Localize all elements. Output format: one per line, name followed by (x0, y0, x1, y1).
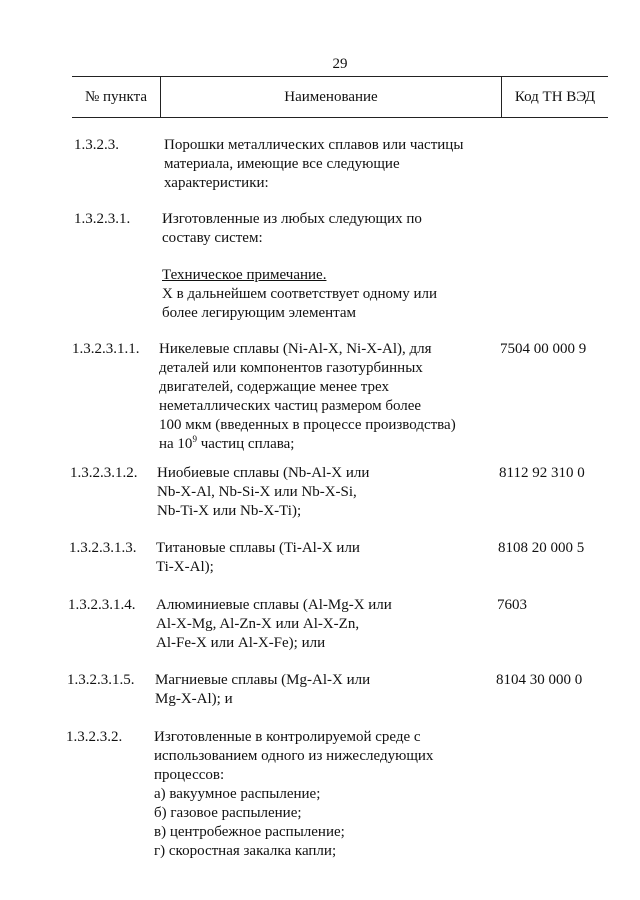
item-name (164, 136, 494, 193)
note-line: X в дальнейшем соответствует одному или (162, 286, 438, 302)
item-name-line: Nb-Ti-X или Nb-X-Ti); (157, 503, 302, 519)
tnved-code: 7504 00 000 9 (500, 341, 587, 357)
note-body (162, 266, 492, 323)
item-name-line: Nb-X-Al, Nb-Si-X или Nb-X-Si, (157, 484, 357, 500)
item-name-line: материала, имеющие все следующие (164, 156, 400, 172)
item-name (157, 464, 487, 521)
header-tnved-code: Код ТН ВЭД (514, 89, 596, 105)
item-number: 1.3.2.3.2. (66, 729, 123, 745)
item-name-line: деталей или компонентов газотурбинных (159, 360, 423, 376)
item-number: 1.3.2.3.1.5. (67, 672, 135, 688)
note-line: более легирующим элементам (162, 305, 357, 321)
tnved-code: 8108 20 000 5 (498, 540, 585, 556)
item-name (154, 728, 484, 861)
item-name-line: характеристики: (164, 175, 269, 191)
item-name-line: Mg-X-Al); и (155, 691, 233, 707)
item-name-line: г) скоростная закалка капли; (154, 843, 337, 859)
item-name-line: процессов: (154, 767, 225, 783)
item-name (156, 596, 486, 653)
item-name-line: Ti-X-Al); (156, 559, 214, 575)
header-item-number: № пункта (72, 77, 161, 117)
item-name-line: 100 мкм (введенных в процессе производства) (159, 417, 456, 433)
item-name-line: Ниобиевые сплавы (Nb-Al-X или (157, 465, 370, 481)
item-name (159, 340, 489, 454)
item-name-line: Al-X-Mg, Al-Zn-X или Al-X-Zn, (156, 616, 360, 632)
table-header (72, 76, 608, 118)
item-name-line (159, 435, 489, 454)
item-number: 1.3.2.3.1. (74, 211, 131, 227)
tnved-code: 7603 (497, 597, 527, 613)
page-number: 29 (332, 56, 348, 72)
item-name-line: б) газовое распыление; (154, 805, 302, 821)
item-name-line: Al-Fe-X или Al-X-Fe); или (156, 635, 326, 651)
item-number: 1.3.2.3.1.3. (69, 540, 137, 556)
item-name-line: неметаллических частиц размером более (159, 398, 422, 414)
item-name (155, 671, 485, 709)
item-name-line: в) центробежное распыление; (154, 824, 345, 840)
tnved-code: 8104 30 000 0 (496, 672, 583, 688)
item-name-line: двигателей, содержащие менее трех (159, 379, 390, 395)
item-number: 1.3.2.3. (74, 137, 119, 153)
item-name-line: Алюминиевые сплавы (Al-Mg-X или (156, 597, 392, 613)
header-name: Наименование (161, 77, 502, 117)
item-name-line: Изготовленные в контролируемой среде с (154, 729, 421, 745)
item-name-line: Никелевые сплавы (Ni-Al-X, Ni-X-Al), для (159, 341, 432, 357)
superscript-exponent: 9 (192, 434, 197, 444)
item-name (162, 210, 492, 248)
item-number: 1.3.2.3.1.4. (68, 597, 136, 613)
item-name-line: составу систем: (162, 230, 263, 246)
item-number: 1.3.2.3.1.1. (72, 341, 140, 357)
note-title: Техническое примечание. (162, 267, 327, 283)
item-name-line: а) вакуумное распыление; (154, 786, 321, 802)
item-name-line: Порошки металлических сплавов или частицы (164, 137, 464, 153)
item-name-line: Магниевые сплавы (Mg-Al-X или (155, 672, 371, 688)
item-number: 1.3.2.3.1.2. (70, 465, 138, 481)
text-fragment: на 10 (159, 436, 193, 452)
text-fragment: частиц сплава; (196, 436, 295, 452)
item-name-line: Титановые сплавы (Ti-Al-X или (156, 540, 360, 556)
tnved-code: 8112 92 310 0 (499, 465, 585, 481)
item-name-line: Изготовленные из любых следующих по (162, 211, 422, 227)
item-name (156, 539, 486, 577)
item-name-line: использованием одного из нижеследующих (154, 748, 434, 764)
